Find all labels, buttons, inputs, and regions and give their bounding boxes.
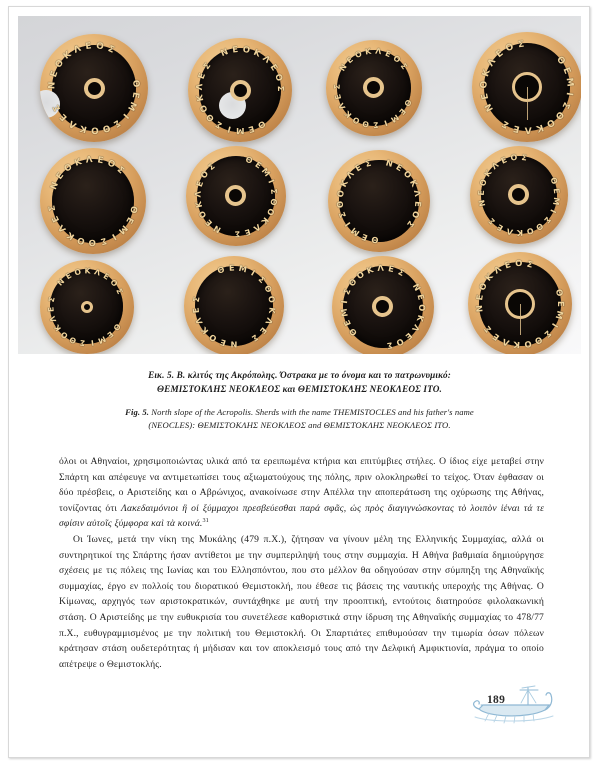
- inscription-letter: Λ: [374, 46, 382, 57]
- inscription-letter: Λ: [192, 190, 203, 198]
- inscription-letter: Σ: [113, 286, 125, 296]
- inscription-letter: Λ: [411, 189, 423, 198]
- inscription-letter: Σ: [190, 295, 202, 303]
- inscription-letter: Ο: [73, 266, 82, 278]
- inscription-letter: Κ: [516, 227, 524, 238]
- inscription-letter: Ε: [341, 318, 353, 328]
- inscription-letter: Σ: [268, 187, 280, 195]
- inscription-letter: Ε: [499, 155, 509, 166]
- inscription-letter: Ε: [193, 179, 206, 188]
- inscription-letter: Ε: [253, 159, 264, 171]
- inscription-letter: Λ: [376, 262, 384, 273]
- sherd-inscription: [332, 256, 434, 354]
- inscription-letter: Κ: [482, 168, 494, 179]
- inscription-letter: Λ: [486, 57, 499, 69]
- inscription-letter: Ι: [563, 91, 575, 97]
- inscription-letter: Ι: [109, 231, 118, 242]
- inscription-letter: Σ: [114, 164, 126, 177]
- sherd-inscription: [186, 146, 286, 246]
- sherd-rim: [326, 40, 422, 136]
- inscription-letter: Ε: [480, 92, 492, 101]
- inscription-letter: Ε: [63, 270, 73, 282]
- inscription-letter: Κ: [513, 338, 521, 350]
- inscription-letter: Ε: [267, 62, 280, 74]
- inscription-letter: Θ: [552, 108, 566, 122]
- ostrakon: [328, 150, 430, 252]
- inscription-letter: Σ: [525, 259, 534, 271]
- inscription-letter: Λ: [47, 314, 59, 324]
- inscription-letter: Σ: [500, 118, 512, 130]
- caption-greek-line2: ΘΕΜΙΣΤΟΚΛΗΣ ΝΕΟΚΛΕΟΣ και ΘΕΜΙΣΤΟΚΛΗΣ ΝΕΟΚΛΕΟΣ ΙΤΟ.: [157, 383, 442, 394]
- inscription-letter: Ε: [503, 260, 513, 272]
- ostrakon: [332, 256, 434, 354]
- inscription-letter: Ε: [359, 231, 369, 244]
- inscription-letter: Ο: [53, 58, 67, 71]
- caption-greek-label: Εικ. 5.: [148, 370, 175, 380]
- inscription-letter: Ο: [91, 124, 99, 135]
- inscription-letter: Ν: [477, 198, 488, 208]
- inscription-letter: Ο: [504, 42, 516, 55]
- inscription-letter: Λ: [192, 316, 205, 327]
- inscription-letter: Ε: [387, 263, 396, 275]
- inscription-letter: Σ: [559, 100, 572, 111]
- page-folio: [465, 683, 561, 727]
- inscription-letter: Ε: [353, 161, 364, 174]
- inscription-letter: Μ: [348, 225, 362, 239]
- ostrakon: [40, 260, 134, 354]
- inscription-letter: Λ: [489, 160, 501, 172]
- inscription-letter: Μ: [236, 125, 245, 136]
- inscription-letter: Ν: [47, 81, 58, 90]
- inscription-letter: Θ: [402, 97, 413, 108]
- inscription-letter: Ν: [410, 281, 423, 293]
- sherd-inscription: [326, 40, 422, 136]
- inscription-letter: Ε: [403, 330, 415, 342]
- inscription-letter: Σ: [249, 332, 261, 344]
- inscription-letter: Σ: [541, 327, 553, 340]
- inscription-letter: Μ: [259, 165, 273, 179]
- inscription-letter: Σ: [234, 229, 241, 240]
- inscription-letter: Ε: [394, 161, 405, 174]
- inscription-letter: Κ: [481, 68, 493, 79]
- inscription-letter: Κ: [342, 108, 354, 120]
- inscription-letter: Θ: [67, 334, 78, 346]
- inscription-letter: Ε: [555, 300, 566, 307]
- inscription-letter: Λ: [251, 221, 263, 234]
- ostraca-grid: [18, 16, 581, 354]
- inscription-letter: Ο: [76, 234, 87, 246]
- inscription-letter: Σ: [542, 214, 553, 225]
- inscription-letter: Ο: [207, 331, 219, 345]
- inscription-letter: Ο: [525, 225, 535, 237]
- inscription-letter: Σ: [363, 157, 373, 169]
- inscription-letter: Σ: [214, 118, 225, 131]
- sherd-rim: [188, 38, 292, 142]
- inscription-letter: Μ: [552, 309, 565, 321]
- inscription-letter: Ο: [108, 277, 120, 289]
- paragraph-1-quotation: Λακεδαιμόνιοι ἢ οἱ ξύμμαχοι πρεσβεύεσθαι παρά σφᾶς, ὡς πρὸς διαγιγνώσκοντας τὸ λοιπὸν ἰέναι τά τε σφίσιν αὐτοῖς ξύμφορα καὶ τὰ κοινά.: [59, 502, 544, 530]
- inscription-letter: Σ: [486, 215, 497, 227]
- inscription-letter: Ε: [58, 111, 70, 123]
- sherd-rim: [40, 260, 134, 354]
- inscription-letter: Κ: [535, 121, 545, 134]
- caption-english-line1: North slope of the Acropolis. Sherds with the name THEMISTOCLES and his father's name: [151, 407, 474, 418]
- inscription-letter: Ο: [477, 177, 489, 188]
- inscription-letter: Θ: [346, 326, 360, 339]
- body-text: [59, 454, 544, 672]
- sherd-inscription: [468, 252, 572, 354]
- inscription-letter: Κ: [365, 264, 375, 276]
- inscription-letter: Ι: [338, 299, 350, 305]
- inscription-letter: Λ: [56, 222, 69, 235]
- inscription-letter: Ε: [196, 71, 209, 81]
- inscription-letter: Ο: [198, 168, 211, 180]
- inscription-letter: Ο: [544, 116, 557, 129]
- sherd-rim: [472, 32, 581, 142]
- inscription-letter: Ε: [412, 200, 424, 208]
- inscription-letter: Ε: [495, 222, 505, 233]
- inscription-letter: Λ: [72, 43, 83, 56]
- inscription-letter: Ε: [96, 155, 105, 167]
- inscription-letter: Ε: [231, 44, 239, 56]
- inscription-letter: Λ: [524, 124, 532, 135]
- inscription-letter: Κ: [198, 324, 211, 337]
- inscription-letter: Ε: [123, 215, 135, 226]
- inscription-letter: Ο: [58, 329, 70, 341]
- inscription-letter: Θ: [244, 153, 255, 166]
- inscription-letter: Ε: [333, 92, 344, 101]
- sherd-inscription: [40, 148, 146, 254]
- inscription-letter: Λ: [410, 322, 422, 334]
- inscription-letter: Ν: [219, 47, 230, 60]
- inscription-letter: Ε: [54, 170, 67, 182]
- inscription-letter: Ο: [105, 158, 117, 171]
- inscription-letter: Κ: [266, 306, 278, 315]
- sherd-inscription: [40, 34, 148, 142]
- inscription-letter: Μ: [125, 99, 139, 113]
- inscription-letter: Θ: [127, 204, 139, 215]
- inscription-letter: Θ: [204, 111, 217, 124]
- ostrakon: [468, 252, 572, 354]
- footnote-marker-31: 31: [202, 517, 209, 525]
- inscription-letter: Σ: [520, 152, 528, 163]
- document-page: [8, 6, 590, 758]
- inscription-letter: Ο: [479, 80, 490, 89]
- ostrakon: [472, 32, 581, 142]
- inscription-letter: Σ: [332, 83, 342, 90]
- inscription-letter: Σ: [372, 119, 379, 130]
- inscription-letter: Μ: [563, 77, 575, 88]
- inscription-letter: Μ: [237, 262, 248, 275]
- inscription-letter: Κ: [259, 215, 271, 227]
- inscription-letter: Ε: [396, 106, 408, 117]
- inscription-letter: Ο: [523, 337, 533, 349]
- inscription-letter: Σ: [79, 337, 86, 348]
- inscription-letter: Κ: [79, 122, 89, 135]
- inscription-letter: Λ: [336, 101, 348, 111]
- inscription-letter: Λ: [194, 83, 206, 91]
- inscription-letter: Ι: [120, 111, 131, 121]
- inscription-letter: Σ: [386, 340, 394, 352]
- sherd-rim: [470, 146, 568, 244]
- inscription-letter: Σ: [336, 210, 348, 220]
- inscription-letter: Ε: [218, 337, 227, 349]
- inscription-letter: Λ: [92, 267, 102, 278]
- inscription-letter: Κ: [195, 93, 207, 103]
- inscription-letter: Ε: [46, 306, 56, 313]
- sherd-rim: [328, 150, 430, 252]
- inscription-letter: Λ: [501, 335, 511, 348]
- ostrakon: [40, 34, 148, 142]
- inscription-letter: Ο: [514, 258, 523, 270]
- page-number: 189: [487, 694, 506, 706]
- inscription-letter: Μ: [550, 196, 562, 206]
- inscription-letter: Ι: [382, 118, 389, 128]
- inscription-letter: Ο: [477, 281, 490, 293]
- inscription-letter: Ι: [342, 220, 353, 229]
- inscription-letter: Λ: [492, 264, 504, 277]
- inscription-letter: Σ: [396, 266, 407, 279]
- sherd-rim: [468, 252, 572, 354]
- caption-greek-line1: Β. κλιτύς της Ακρόπολης. Όστρακα με το όνομα και το πατρωνυμικό:: [176, 370, 451, 380]
- inscription-letter: Θ: [361, 118, 370, 129]
- sherd-rim: [40, 148, 146, 254]
- inscription-letter: Ο: [401, 168, 414, 181]
- inscription-letter: Ι: [249, 267, 257, 278]
- inscription-letter: Ε: [415, 292, 427, 302]
- inscription-letter: Ε: [190, 307, 202, 314]
- inscription-letter: Κ: [73, 157, 84, 169]
- inscription-letter: Ε: [494, 48, 506, 61]
- inscription-letter: Θ: [262, 283, 275, 295]
- sherd-rim: [40, 34, 148, 142]
- inscription-letter: Ο: [417, 304, 428, 312]
- inscription-letter: Θ: [532, 333, 544, 346]
- caption-greek: [33, 369, 566, 396]
- inscription-letter: Κ: [364, 46, 372, 57]
- inscription-letter: Θ: [215, 263, 226, 276]
- inscription-letter: Θ: [534, 220, 545, 233]
- inscription-letter: Θ: [130, 79, 141, 89]
- ostrakon: [40, 148, 146, 254]
- inscription-letter: Σ: [46, 295, 57, 303]
- inscription-letter: Λ: [85, 155, 94, 166]
- inscription-letter: Ο: [264, 206, 277, 218]
- sherd-rim: [186, 146, 286, 246]
- inscription-letter: Ν: [483, 101, 497, 114]
- inscription-letter: Ο: [354, 268, 367, 282]
- inscription-letter: Ι: [266, 177, 277, 185]
- inscription-letter: Ο: [241, 44, 251, 56]
- sherd-inscription: [470, 146, 568, 244]
- inscription-letter: Ν: [230, 339, 238, 350]
- ostrakon: [326, 40, 422, 136]
- inscription-letter: Μ: [388, 112, 401, 125]
- inscription-letter: Σ: [111, 117, 122, 129]
- inscription-letter: Κ: [251, 47, 262, 60]
- inscription-letter: Κ: [61, 49, 74, 62]
- inscription-letter: Ε: [344, 54, 355, 66]
- inscription-letter: Ε: [512, 122, 521, 134]
- figure-captions: [33, 369, 566, 433]
- inscription-letter: Ν: [49, 180, 62, 192]
- inscription-letter: Σ: [201, 61, 214, 72]
- ostrakon: [184, 256, 284, 354]
- inscription-letter: Λ: [260, 53, 272, 66]
- inscription-letter: Ε: [476, 189, 486, 196]
- inscription-letter: Ε: [50, 214, 63, 224]
- ostrakon: [188, 38, 292, 142]
- inscription-letter: Κ: [84, 266, 91, 276]
- inscription-letter: Κ: [65, 229, 77, 242]
- inscription-letter: Σ: [341, 286, 353, 297]
- inscription-letter: Σ: [398, 61, 409, 71]
- inscription-letter: Θ: [255, 117, 267, 131]
- inscription-letter: Ε: [383, 48, 393, 59]
- inscription-letter: Ι: [90, 337, 95, 348]
- sherd-rim: [332, 256, 434, 354]
- inscription-letter: Ο: [391, 53, 403, 65]
- inscription-letter: Λ: [344, 168, 356, 181]
- inscription-letter: Ε: [491, 330, 502, 343]
- inscription-letter: Μ: [96, 333, 108, 346]
- inscription-letter: Σ: [51, 102, 64, 113]
- inscription-letter: Ο: [351, 114, 362, 126]
- inscription-letter: Λ: [505, 226, 514, 237]
- inscription-letter: Λ: [67, 117, 79, 131]
- inscription-letter: Σ: [47, 204, 59, 212]
- inscription-letter: Κ: [337, 178, 350, 189]
- inscription-letter: Ε: [243, 226, 252, 239]
- inscription-letter: Ο: [334, 189, 346, 199]
- inscription-letter: Ε: [560, 66, 573, 76]
- inscription-letter: Σ: [274, 85, 286, 92]
- inscription-letter: Λ: [263, 316, 276, 327]
- inscription-letter: Ν: [55, 276, 67, 288]
- inscription-letter: Ε: [84, 41, 93, 53]
- inscription-letter: Ο: [409, 209, 422, 220]
- inscription-letter: Θ: [111, 321, 123, 333]
- inscription-letter: Σ: [256, 274, 268, 285]
- inscription-letter: Θ: [346, 276, 359, 289]
- inscription-letter: Ε: [551, 187, 562, 195]
- inscription-letter: Θ: [101, 122, 112, 134]
- caption-english-label: Fig. 5.: [125, 407, 150, 418]
- ostraca-photograph: [18, 16, 581, 354]
- inscription-letter: Θ: [548, 175, 560, 186]
- inscription-letter: Θ: [268, 197, 280, 207]
- inscription-letter: Ε: [475, 293, 486, 302]
- inscription-letter: Θ: [554, 54, 567, 68]
- paragraph-2: Οι Ίωνες, μετά την νίκη της Μυκάλης (479 π.Χ.), ζήτησαν να γίνουν μέλη της Ελληνικής Συμμαχίας, αλλά οι συντηρητικοί της Σπάρτης ήσαν αντίθετοι με την συμπεριληψή τους στην συμμαχία. Η Αθήνα βαθμιαία δημιούργησε σχέσεις με τις πόλεις της Ιωνίας και του Ελλησπόντου, που στο μέλλον θα οδηγούσαν στην σύμπηξη της Αθηναϊκής συμμαχίας, έργο εν πολλοίς του διορατικού Θεμιστοκλή, που έθεσε τις βάσεις της ναυτικής υπεροχής της Αθήνας. Ο Κίμωνας, αρχηγός των αριστοκρατικών, συντάχθηκε με αυτή την προοπτική, εντούτοις διατηρούσε φιλολακωνική στάση. Ο Αριστείδης με την ευθυκρισία του συνετέλεσε καθοριστικά στην ίδρυση της Αθηναϊκής συμμαχίας το 478/77 π.Χ., ευθυγραμμισμένος με την πολιτική του Θεμιστοκλή. Οι Σπαρτιάτες επιθυμούσαν την τιμωρία όσων πόλεων κράτησαν στάση ουδετερότητας ή μήδισαν και τον αποκλεισμό τους από την Δελφική Αμφικτιονία, πράγμα το οποίο απέτρεψε ο Θεμιστοκλής.: [59, 533, 544, 670]
- inscription-letter: Ν: [384, 157, 395, 169]
- inscription-letter: Ε: [228, 262, 235, 273]
- sherd-inscription: [188, 38, 292, 142]
- inscription-letter: Θ: [370, 234, 379, 246]
- ostrakon: [470, 146, 568, 244]
- inscription-letter: Ο: [196, 209, 209, 220]
- sherd-inscription: [184, 256, 284, 354]
- sherd-inscription: [328, 150, 430, 252]
- inscription-letter: Ε: [203, 217, 215, 229]
- inscription-letter: Ι: [548, 207, 558, 215]
- inscription-letter: Σ: [99, 234, 108, 247]
- inscription-letter: Ο: [509, 152, 518, 163]
- sherd-inscription: [472, 32, 581, 142]
- inscription-letter: Σ: [482, 323, 495, 335]
- paragraph-1-text: όλοι οι Αθηναίοι, χρησιμοποιώντας υλικά από τα ερειπωμένα κτήρια και επιτύμβιες στήλες. Ο ίδιος είχε μεταβεί στην Σπάρτη και απέφευγε να αντιμετωπίσει τους αξιωματούχους της πόλης, πριν ολοκληρωθεί το τείχος. Όταν έφθασαν οι δύο πρέσβεις, ο Αριστείδης και ο Αβρώνιχος, ανακοίνωσε στην Απέλλα την αποπεράτωση της οχύρωσης της Αθήνας, τονίζοντας ότι: [59, 456, 544, 514]
- inscription-letter: Ο: [272, 72, 284, 83]
- sherd-inscription: [40, 260, 134, 354]
- inscription-letter: Ε: [49, 69, 61, 79]
- inscription-letter: Ε: [101, 271, 111, 282]
- inscription-letter: Θ: [552, 288, 565, 298]
- inscription-letter: Κ: [483, 272, 496, 284]
- inscription-letter: Ο: [95, 41, 105, 53]
- inscription-letter: Ι: [549, 320, 560, 329]
- inscription-letter: Σ: [106, 44, 116, 56]
- sherd-rim: [184, 256, 284, 354]
- inscription-letter: Ι: [226, 123, 233, 134]
- inscription-letter: Ε: [257, 325, 269, 336]
- inscription-letter: Ε: [129, 91, 141, 99]
- inscription-letter: Κ: [52, 322, 63, 333]
- inscription-letter: Σ: [404, 218, 417, 230]
- inscription-letter: Ο: [394, 336, 406, 349]
- ostrakon: [186, 146, 286, 246]
- inscription-letter: Κ: [407, 177, 420, 189]
- inscription-letter: Κ: [192, 200, 205, 209]
- inscription-letter: Ο: [62, 162, 75, 175]
- caption-english-line2: (NEOCLES): ΘΕΜΙΣΤΟΚΛΗΣ ΝΕΟΚΛΕΟΣ and ΘΕΜΙΣΤΟΚΛΗΣ ΝΕΟΚΛΕΟΣ ΙΤΟ.: [148, 420, 451, 431]
- inscription-letter: Ε: [105, 329, 115, 340]
- inscription-letter: Κ: [414, 313, 427, 323]
- paragraph-1: [59, 454, 544, 532]
- inscription-letter: Μ: [116, 222, 130, 236]
- trireme-ship-icon: [465, 683, 561, 727]
- inscription-letter: Μ: [338, 307, 350, 318]
- inscription-letter: Ν: [211, 223, 223, 236]
- inscription-letter: Ο: [353, 48, 364, 60]
- inscription-letter: Ο: [266, 294, 278, 304]
- inscription-letter: Ν: [474, 304, 486, 313]
- inscription-letter: Θ: [334, 200, 346, 209]
- caption-english: [33, 406, 566, 432]
- inscription-letter: Ο: [198, 102, 211, 114]
- inscription-letter: Σ: [517, 39, 525, 51]
- inscription-letter: Σ: [205, 160, 217, 173]
- inscription-letter: Ν: [337, 62, 349, 73]
- inscription-letter: Ε: [246, 122, 256, 135]
- inscription-letter: Θ: [88, 236, 97, 247]
